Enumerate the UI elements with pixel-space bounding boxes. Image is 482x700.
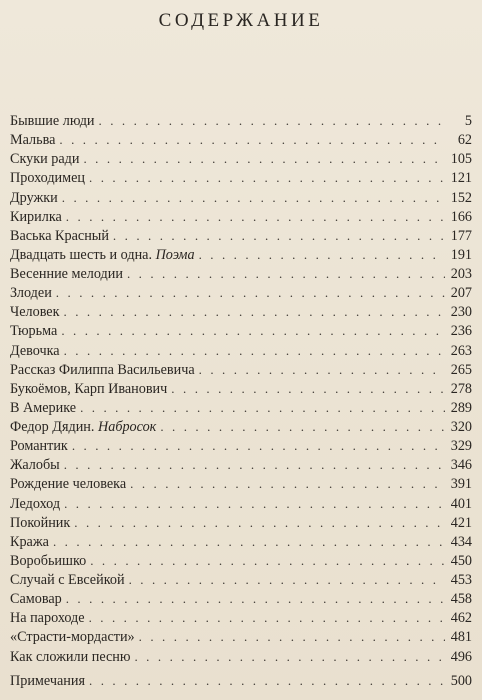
toc-entry-title: [10, 495, 60, 514]
toc-entry-page: 177: [450, 227, 472, 244]
toc-entry-title-text: Васька Красный: [10, 227, 109, 244]
toc-entry: [10, 341, 472, 360]
toc-entry: [10, 302, 472, 321]
toc-entry-title: [10, 571, 125, 590]
toc-entry: [10, 474, 472, 493]
contents-heading: СОДЕРЖАНИЕ: [158, 10, 324, 31]
toc-entry-title: [10, 246, 195, 265]
toc-entry: [10, 494, 472, 513]
dot-leader: [72, 436, 445, 455]
toc-entry-page: 450: [450, 552, 472, 569]
toc-entry: [10, 111, 472, 130]
toc-entry: [10, 207, 472, 226]
toc-entry-title: [10, 399, 76, 418]
toc-entry-title-text: Дружки: [10, 189, 58, 206]
toc-entry-title-text: Злодеи: [10, 285, 52, 302]
dot-leader: [199, 245, 445, 264]
toc-entry-title-text: Бывшие люди: [10, 113, 95, 129]
toc-entry-title-text: Рождение человека: [10, 476, 127, 493]
toc-entry: [10, 226, 472, 245]
toc-entry-title: [10, 648, 130, 667]
toc-entry-page: 191: [450, 246, 472, 263]
dot-leader: [199, 360, 445, 379]
dot-leader: [80, 398, 445, 417]
toc-entry-page: 421: [450, 514, 472, 531]
dot-leader: [89, 608, 445, 627]
toc-entry-title-text: В Америке: [10, 399, 77, 416]
toc-entry-page: 453: [450, 572, 472, 588]
toc-entry-page: 121: [450, 170, 472, 187]
dot-leader: [129, 570, 445, 589]
toc-entry: [10, 264, 472, 283]
toc-entry-title: [10, 227, 109, 246]
toc-entry-title-text: Случай с Евсейкой: [10, 572, 125, 588]
dot-leader: [61, 321, 445, 340]
toc-entry-title: [10, 284, 52, 303]
toc-entry-title: [10, 533, 49, 552]
toc-entry-title-text: Мальва: [10, 132, 56, 149]
dot-leader: [134, 647, 445, 666]
dot-leader: [130, 474, 445, 493]
dot-leader: [59, 130, 445, 149]
toc-entry-page: 481: [450, 629, 472, 646]
toc-entry-page: 230: [450, 304, 472, 321]
dot-leader: [62, 188, 445, 207]
toc-entry-title: [10, 380, 167, 399]
toc-entry-title-text: Романтик: [10, 438, 68, 455]
toc-entry-title: [10, 552, 86, 571]
dot-leader: [113, 226, 445, 245]
table-of-contents: [10, 111, 472, 666]
dot-leader: [89, 671, 445, 690]
toc-entry: [10, 551, 472, 570]
toc-entry: [10, 130, 472, 149]
toc-entry-title-text: Федор Дядин.: [10, 419, 95, 435]
dot-leader: [90, 551, 445, 570]
dot-leader: [139, 627, 445, 646]
toc-entry-title-text: Воробьишко: [10, 552, 87, 569]
toc-entry-title: [10, 590, 62, 609]
toc-entry-title-text: На пароходе: [10, 610, 85, 627]
toc-entry-title: [10, 418, 156, 437]
dot-leader: [64, 494, 445, 513]
toc-entry-page: 152: [450, 189, 472, 206]
toc-entry-page: 265: [450, 361, 472, 378]
toc-entry: [10, 513, 472, 532]
toc-entry-page: 5: [464, 113, 472, 129]
toc-entry: [10, 149, 472, 168]
toc-entry: [10, 532, 472, 551]
toc-entry-page: 496: [450, 648, 472, 665]
toc-entry: [10, 570, 472, 589]
dot-leader: [74, 513, 445, 532]
dot-leader: [127, 264, 445, 283]
dot-leader: [64, 302, 446, 321]
toc-entry-title-text: Проходимец: [10, 170, 85, 187]
toc-entry-title: [10, 169, 85, 188]
toc-entry-title-text: Как сложили песню: [10, 648, 131, 665]
toc-entry: [10, 627, 472, 646]
toc-entry-page: 391: [450, 476, 472, 493]
toc-entry-title-text: Ледоход: [10, 495, 61, 512]
toc-entry-page: 458: [450, 591, 472, 608]
toc-entry-page: 278: [450, 380, 472, 397]
toc-entry: [10, 398, 472, 417]
toc-entry-title: [10, 208, 62, 227]
toc-entry: [10, 360, 472, 379]
dot-leader: [83, 149, 445, 168]
toc-entry-title: [10, 609, 85, 628]
toc-entry-title-text: Жалобы: [10, 457, 60, 474]
toc-entry: [10, 168, 472, 187]
toc-entry-title: [10, 112, 95, 131]
toc-entry-title: [10, 322, 57, 341]
toc-entry-title-text: «Страсти-мордасти»: [10, 629, 135, 646]
toc-entry-genre: Поэма: [155, 246, 195, 263]
toc-entry-title-text: Букоёмов, Карп Иванович: [10, 380, 168, 397]
toc-entry: [10, 283, 472, 302]
dot-leader: [64, 455, 445, 474]
toc-entry-page: 236: [450, 323, 472, 340]
toc-entry-title: [10, 514, 70, 533]
toc-entry-page: 166: [450, 208, 472, 225]
toc-entry: [10, 455, 472, 474]
toc-entry-page: 207: [450, 285, 472, 302]
dot-leader: [99, 111, 445, 130]
toc-entry: [10, 188, 472, 207]
toc-entry: [10, 245, 472, 264]
toc-entry: [10, 436, 472, 455]
toc-entry-page: 462: [450, 610, 472, 627]
toc-entry-title-text: Весенние мелодии: [10, 266, 123, 282]
toc-entry-title: [10, 456, 60, 475]
toc-entry-page: 62: [457, 132, 472, 149]
dot-leader: [53, 532, 445, 551]
toc-entry-title-text: Кража: [10, 533, 49, 550]
toc-entry-page: 105: [450, 151, 472, 168]
toc-entry-title: [10, 475, 126, 494]
toc-entry-page: 346: [450, 457, 472, 474]
toc-entry-page: 329: [450, 438, 472, 455]
toc-entry: [10, 379, 472, 398]
dot-leader: [171, 379, 445, 398]
toc-entry: [10, 321, 472, 340]
toc-entry: [10, 608, 472, 627]
toc-entry-title: [10, 628, 135, 647]
toc-entry: [10, 417, 472, 436]
dot-leader: [64, 341, 445, 360]
toc-entry-title-text: Покойник: [10, 514, 71, 531]
toc-entry-title-text: Самовар: [10, 591, 62, 608]
toc-entry-title: [10, 303, 60, 322]
toc-entry-page: 203: [450, 266, 472, 282]
toc-entry-title-text: Кирилка: [10, 208, 62, 225]
toc-entry-genre: Набросок: [97, 419, 157, 435]
toc-entry-title: [10, 150, 79, 169]
toc-entry-page: 434: [450, 533, 472, 550]
toc-entry-page: 401: [450, 495, 472, 512]
toc-entry-title-text: Девочка: [10, 342, 60, 359]
toc-entry-title: [10, 131, 55, 150]
toc-entry-title: [10, 361, 195, 380]
toc-entry-title: [10, 265, 123, 284]
dot-leader: [56, 283, 445, 302]
toc-entry-title: [10, 189, 58, 208]
dot-leader: [89, 168, 445, 187]
toc-entry-title-text: Тюрьма: [10, 323, 58, 340]
toc-entry-page: 500: [450, 673, 472, 689]
dot-leader: [66, 589, 445, 608]
toc-entry: [10, 589, 472, 608]
toc-entry-title: [10, 342, 60, 361]
toc-entry-title-text: Рассказ Филиппа Васильевича: [10, 361, 195, 378]
toc-entry-title-text: Двадцать шесть и одна.: [10, 246, 153, 263]
toc-entry-title-text: Скуки ради: [10, 151, 80, 168]
toc-entry-page: 320: [450, 419, 472, 435]
toc-entry-page: 289: [450, 399, 472, 416]
dot-leader: [66, 207, 445, 226]
toc-entry-title: [10, 437, 68, 456]
toc-entry: [10, 647, 472, 666]
toc-entry-title-text: Человек: [10, 304, 60, 321]
toc-entry-page: 263: [450, 342, 472, 359]
toc-entry-notes: [10, 671, 472, 690]
toc-entry-title: Примечания: [10, 673, 85, 689]
dot-leader: [160, 417, 445, 436]
